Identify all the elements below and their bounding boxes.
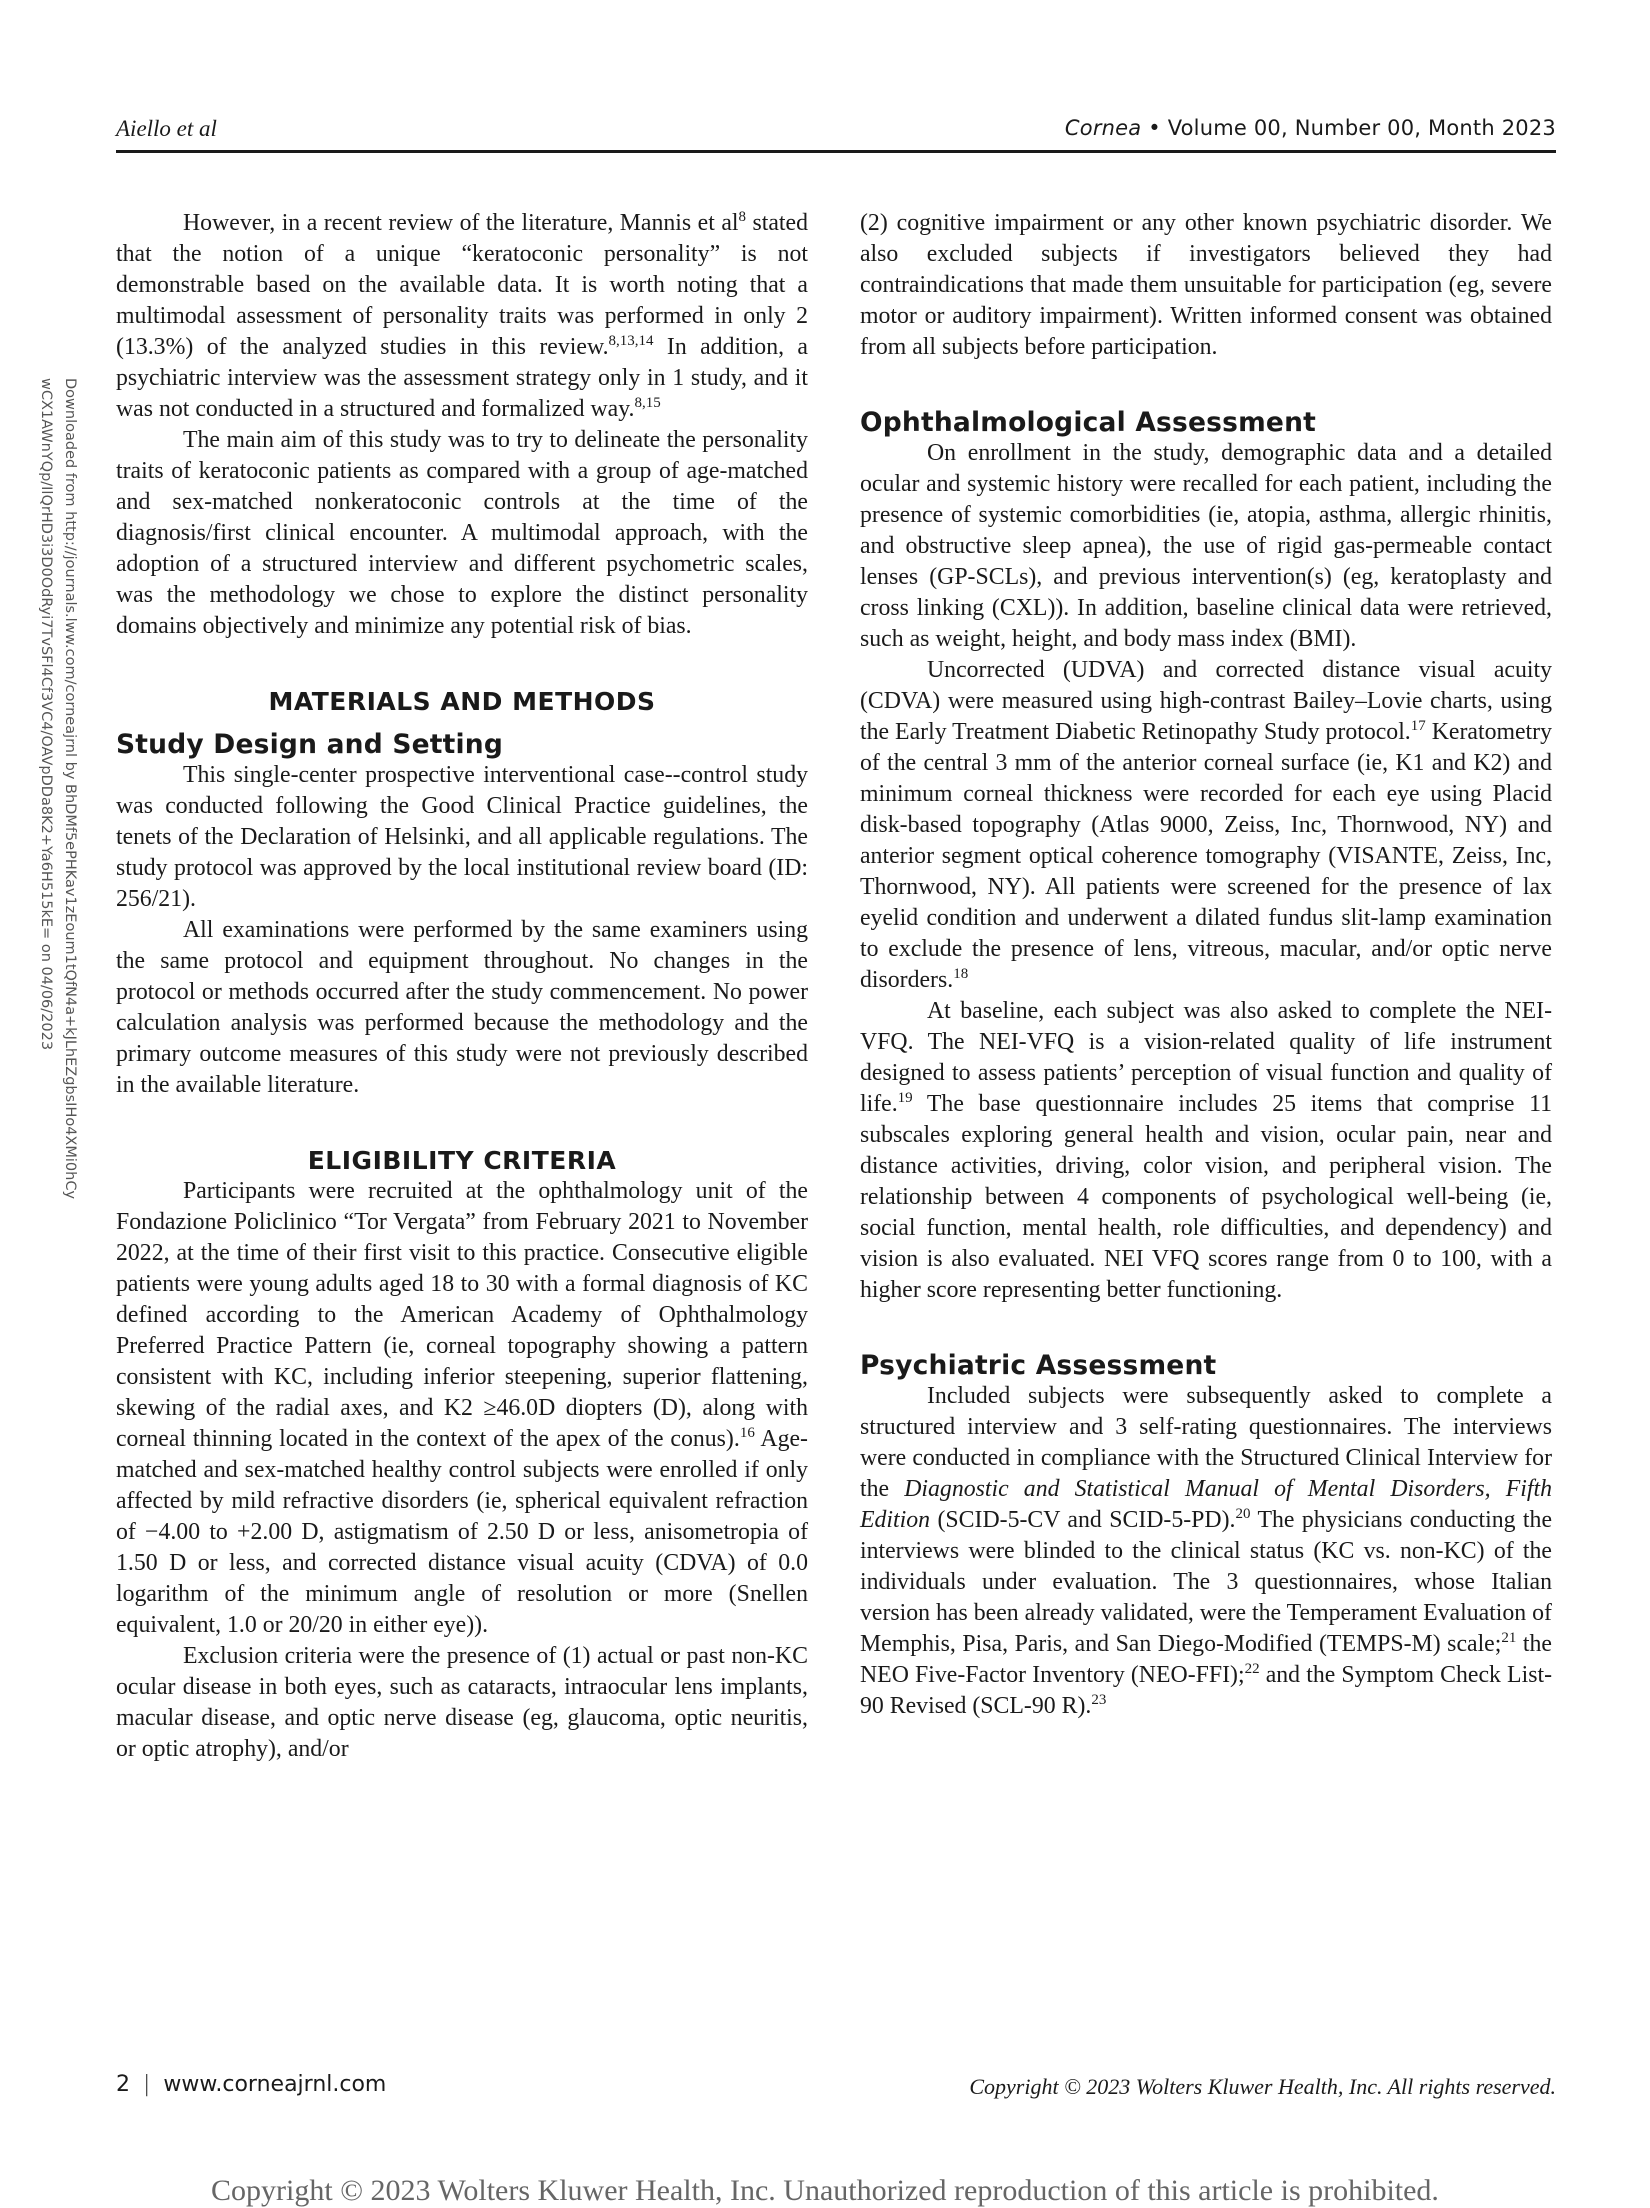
journal-name: Cornea [1064, 116, 1142, 140]
journal-issue: • Volume 00, Number 00, Month 2023 [1141, 116, 1556, 140]
left-column [116, 208, 808, 1765]
subsection-heading-psychiatric: Psychiatric Assessment [860, 1350, 1217, 1381]
paragraph: The main aim of this study was to try to delineate the personality traits of keratoconic patients as compared with a group of age-matched and sex-matched nonkeratoconic controls at the time of the diagnosis/first clinical encounter. A multimodal approach, with the adoption of a structured interview and different psychometric scales, was the methodology we chose to explore the distinct personality domains objectively and minimize any potential risk of bias. [116, 427, 808, 639]
paragraph: (2) cognitive impairment or any other known psychiatric disorder. We also excluded subjects if investigators believed they had contraindications that made them unsuitable for participation (eg, severe motor or auditory impairment). Written informed consent was obtained from all subjects before participation. [860, 210, 1552, 360]
paragraph: However, in a recent review of the literature, Mannis et $al^8$ stated that the notion of a unique “keratoconic personality” is not demonstrable based on the available data. It is worth noting that a multimodal assessment of personality traits was performed in only 2 (13.3%) of the analyzed studies in this review.$^{8,13,14}$ In addition, a psychiatric interview was the assessment strategy only in 1 study, and it was not conducted in a structured and formalized way.$^{8,15}$ [116, 209, 808, 422]
paragraph: At baseline, each subject was also asked to complete the NEI-VFQ. The NEI-VFQ is a vision-related quality of life instrument designed to assess patients’ perception of visual function and quality of life.$^{19}$ The base questionnaire includes 25 items that comprise 11 subscales exploring general health and vision, ocular pain, near and distance activities, driving, color vision, and peripheral vision. The relationship between 4 components of psychological well-being (ie, social function, mental health, role difficulties, and dependency) and vision is also evaluated. NEI VFQ scores range from 0 to 100, with a higher score representing better functioning. [860, 998, 1552, 1303]
page-number: 2 [116, 2072, 130, 2097]
paragraph: Included subjects were subsequently asked to complete a structured interview and 3 self-rating questionnaires. The interviews were conducted in compliance with the Structured Clinical Interview for the Diagnostic and Statistical Manual of Mental Disorders, Fifth Edition (SCID-5-CV and SCID-5-PD).$^{20}$ The physicians conducting the interviews were blinded to the clinical status (KC vs. non-KC) of the individuals under evaluation. The 3 questionnaires, whose Italian version has been already validated, were the Temperament Evaluation of Memphis, Pisa, Paris, and San Diego-Modified (TEMPS-M) scale;$^{21}$ the NEO Five-Factor Inventory (NEO-FFI);$^{22}$ and the Symptom Check List-90 Revised (SCL-90 R).$^{23}$ [860, 1383, 1553, 1719]
header-rule [116, 150, 1556, 153]
download-notice [22, 378, 82, 1418]
right-column [860, 208, 1552, 1722]
running-header [116, 116, 1556, 152]
page-footer-left [116, 2072, 386, 2097]
paragraph: This single-center prospective interventional case--control study was conducted following the Good Clinical Practice guidelines, the tenets of the Declaration of Helsinki, and all applicable regulations. The study protocol was approved by the local institutional review board (ID: 256/21). [116, 762, 808, 912]
subsection-heading-study-design: Study Design and Setting [116, 729, 504, 760]
running-journal [1065, 116, 1556, 140]
footer-separator: | [143, 2072, 151, 2097]
paragraph: Exclusion criteria were the presence of (1) actual or past non-KC ocular disease in both eyes, such as cataracts, intraocular lens implants, macular disease, and optic nerve disease (eg, glaucoma, optic neuritis, or optic atrophy), and/or [116, 1643, 808, 1762]
paragraph: All examinations were performed by the same examiners using the same protocol and equipment throughout. No changes in the protocol or methods occurred after the study commencement. No power calculation analysis was performed because the methodology and the primary outcome measures of this study were not previously described in the available literature. [116, 917, 808, 1098]
download-notice-line1: Downloaded from http://journals.lww.com/corneajrnl by BhDMf5ePHKav1zEoum1tQfN4a+kJLhEZgbsIHo4XMi0hCy [62, 378, 78, 1200]
footer-website-link[interactable]: www.corneajrnl.com [163, 2072, 387, 2097]
subsection-heading-ophthalmological: Ophthalmological Assessment [860, 407, 1317, 438]
paragraph: Participants were recruited at the ophthalmology unit of the Fondazione Policlinico “Tor Vergata” from February 2021 to November 2022, at the time of their first visit to this practice. Consecutive eligible patients were young adults aged 18 to 30 with a formal diagnosis of KC defined according to the American Academy of Ophthalmology Preferred Practice Pattern (ie, corneal topography showing a pattern consistent with KC, including inferior steepening, superior flattening, skewing of the radial axes, and K2 ≥46.0D diopters (D), along with corneal thinning located in the context of the apex of the conus).$^{16}$ Age-matched and sex-matched healthy control subjects were enrolled if only affected by mild refractive disorders (ie, spherical equivalent refraction of −4.00 to +2.00 D, astigmatism of 2.50 D or less, anisometropia of 1.50 D or less, and corrected distance visual acuity (CDVA) of 0.0 logarithm of the minimum angle of resolution or more (Snellen equivalent, 1.0 or 20/20 in either eye)). [116, 1178, 808, 1638]
section-heading-eligibility: ELIGIBILITY CRITERIA [307, 1146, 617, 1175]
reproduction-notice: Copyright © 2023 Wolters Kluwer Health, Inc. Unauthorized reproduction of this article is prohibited. [211, 2174, 1439, 2207]
section-heading-methods: MATERIALS AND METHODS [268, 687, 656, 716]
running-author: Aiello et al [116, 116, 217, 141]
download-notice-line2: wCX1AWnYQp/IlQrHD3i3D0OdRyi7TvSFl4Cf3VC4/OAVpDDa8K2+Ya6H515kE= on 04/06/2023 [38, 378, 54, 1051]
footer-copyright: Copyright © 2023 Wolters Kluwer Health, Inc. All rights reserved. [969, 2074, 1556, 2099]
paragraph: Uncorrected (UDVA) and corrected distance visual acuity (CDVA) were measured using high-contrast Bailey–Lovie charts, using the Early Treatment Diabetic Retinopathy Study protocol.$^{17}$ Keratometry of the central 3 mm of the anterior corneal surface (ie, K1 and K2) and minimum corneal thickness were recorded for each eye using Placid disk-based topography (Atlas 9000, Zeiss, Inc, Thornwood, NY) and anterior segment optical coherence tomography (VISANTE, Zeiss, Inc, Thornwood, NY). All patients were screened for the presence of lax eyelid condition and underwent a dilated fundus slit-lamp examination to exclude the presence of lens, vitreous, macular, and/or optic nerve disorders.$^{18}$ [860, 657, 1552, 993]
paragraph: On enrollment in the study, demographic data and a detailed ocular and systemic history were recalled for each patient, including the presence of systemic comorbidities (ie, atopia, asthma, allergic rhinitis, and obstructive sleep apnea), the use of rigid gas-permeable contact lenses (GP-SCLs), and previous intervention(s) (eg, keratoplasty and cross linking (CXL)). In addition, baseline clinical data were retrieved, such as weight, height, and body mass index (BMI). [860, 440, 1552, 652]
